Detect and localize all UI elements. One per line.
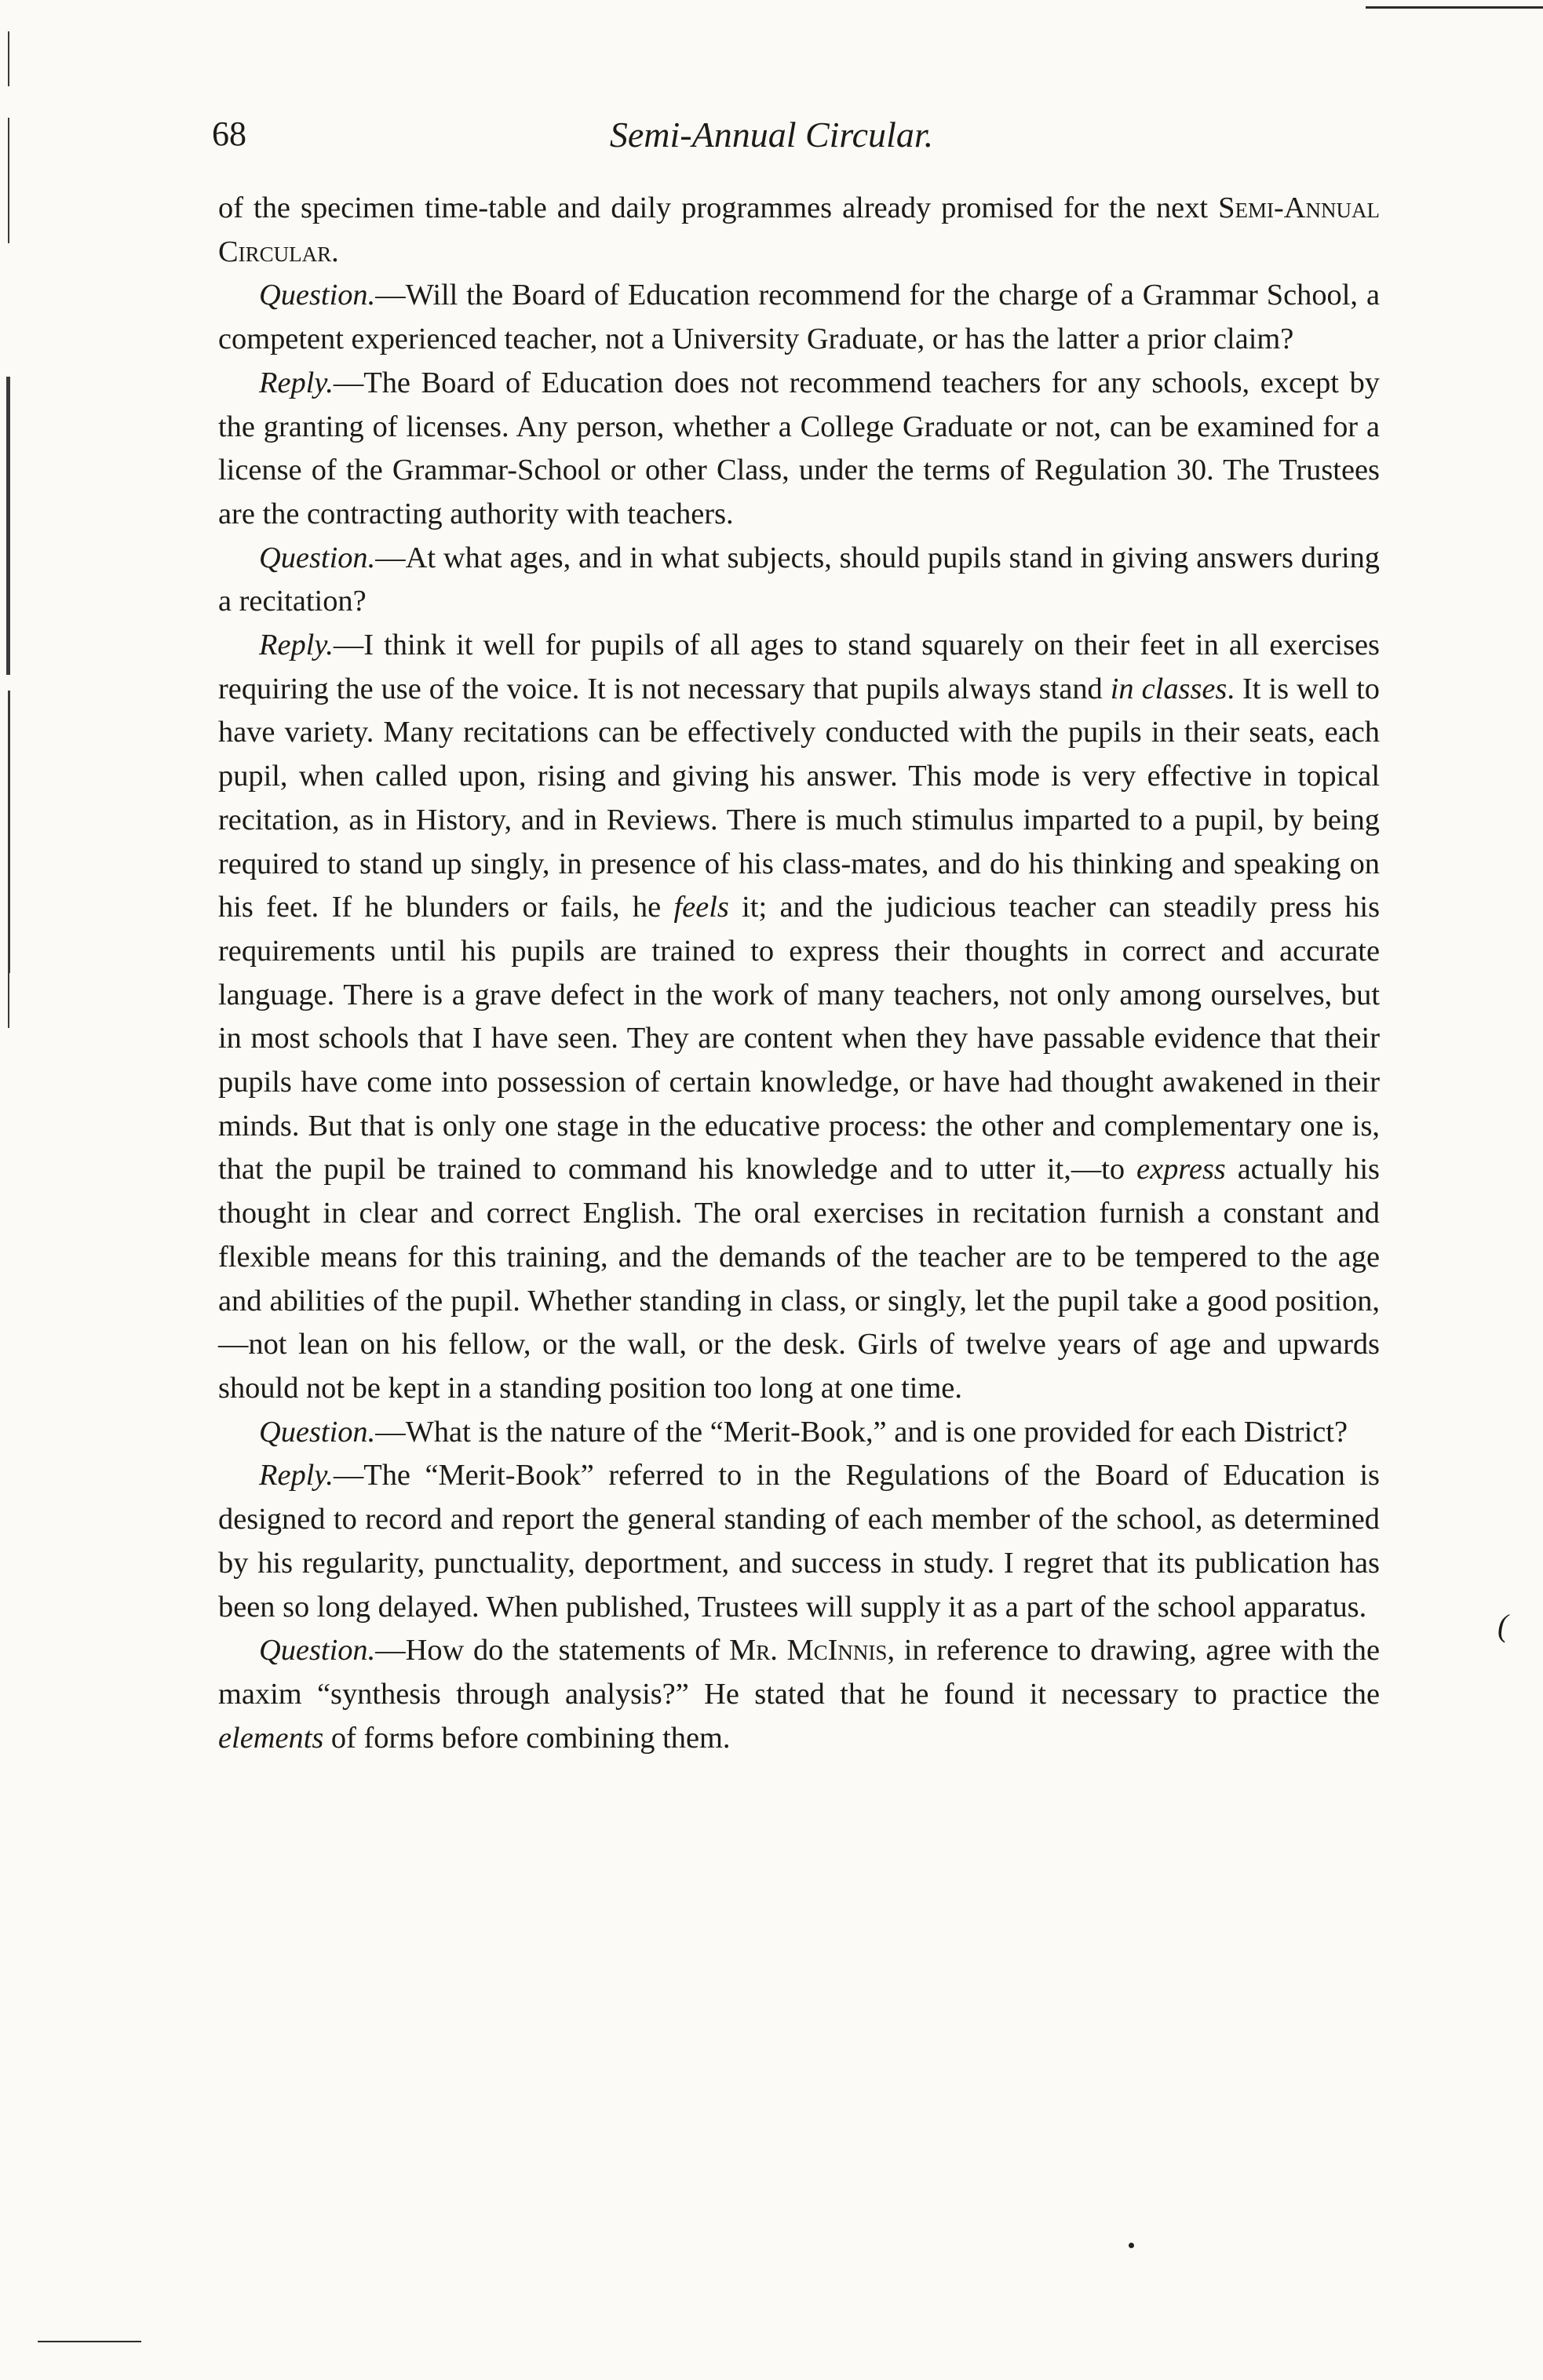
margin-mark: ( xyxy=(1497,1608,1508,1643)
text-segment: of the specimen time-table and daily programmes already promised for the next xyxy=(218,191,1219,224)
entry-label: Question. xyxy=(259,279,376,312)
scan-edge-mark xyxy=(6,377,10,675)
entry-label: Reply. xyxy=(259,366,334,399)
text-segment: . It is well to have variety. Many recitations can be effectively conducted with the pupils in their seats, each pupil, when called upon, rising and giving his answer. This mode is very effective in topical recitation, as in History, and in Reviews. There is much stimulus imparted to a pupil, by being required to stand up singly, in presence of his class-mates, and do his thinking and speaking on his feet. If he blunders or fails, he xyxy=(218,672,1380,924)
entry-label: Question. xyxy=(259,1634,376,1667)
paragraph-r3 xyxy=(218,1454,1380,1629)
emphasis-text: elements xyxy=(218,1721,324,1755)
scan-edge-mark xyxy=(8,691,10,973)
paragraph-r2 xyxy=(218,624,1380,1411)
text-segment: —What is the nature of the “Merit-Book,” and is one provided for each District? xyxy=(375,1415,1348,1449)
entry-label: Question. xyxy=(259,541,376,574)
paragraph-q1 xyxy=(218,274,1380,361)
text-segment: . xyxy=(331,235,339,268)
entry-label: Question. xyxy=(259,1415,376,1449)
paragraph-r1 xyxy=(218,362,1380,537)
paragraph-q2 xyxy=(218,537,1380,624)
text-segment: —Will the Board of Education recommend for the charge of a Grammar School, a competent experienced teacher, not a University Graduate, or has the latter a prior claim? xyxy=(218,279,1380,356)
stray-dot xyxy=(1129,2243,1134,2248)
body-text xyxy=(218,187,1380,1760)
paragraph-intro xyxy=(218,187,1380,274)
running-title: Semi-Annual Circular. xyxy=(609,115,934,155)
text-segment: —I think it well for pupils of all ages to stand squarely on their feet in all exercises requiring the use of the voice. It is not necessary that pupils always stand xyxy=(218,629,1380,705)
emphasis-text: in classes xyxy=(1110,672,1227,705)
paragraph-q3 xyxy=(218,1411,1380,1455)
scan-edge-mark xyxy=(8,31,9,86)
entry-label: Reply. xyxy=(259,1459,334,1493)
text-segment: —How do the statements of xyxy=(375,1634,730,1667)
text-segment: it; and the judicious teacher can steadily press his requirements until his pupils are trained to express their thoughts in correct and accurate language. There is a grave defect in the work of many teachers, not only among ourselves, but in most schools that I have seen. They are content when they have passable evidence that their pupils have come into possession of certain knowledge, or have had thought awakened in their minds. But that is only one stage in the educative process: the other and complementary one is, that the pupil be trained to command his knowledge and to utter it,—to xyxy=(218,891,1381,1186)
text-segment: , in reference to drawing, agree with the maxim “synthesis through analysis?” He stated that he found it necessary to practice the xyxy=(218,1634,1380,1711)
top-edge-rule xyxy=(1366,6,1543,9)
small-caps-text: Semi-Annual Circular xyxy=(218,191,1380,268)
scan-edge-mark xyxy=(8,973,9,1028)
text-segment: of forms before combining them. xyxy=(323,1721,731,1755)
bottom-edge-rule xyxy=(38,2341,141,2342)
text-segment: actually his thought in clear and correct English. The oral exercises in recitation furnish a constant and flexible means for this training, and the demands of the teacher are to be tempered to the age and abilities of the pupil. Whether standing in class, or singly, let the pupil take a good position,—not lean on his fellow, or the wall, or the desk. Girls of twelve years of age and upwards should not be kept in a standing position too long at one time. xyxy=(218,1153,1380,1405)
small-caps-text: Mr. McInnis xyxy=(729,1634,888,1667)
emphasis-text: express xyxy=(1136,1153,1226,1186)
page-number: 68 xyxy=(212,115,246,153)
paragraph-q4 xyxy=(218,1629,1380,1760)
text-segment: —The Board of Education does not recommend teachers for any schools, except by the granting of licenses. Any person, whether a College Graduate or not, can be examined for a license of the Grammar-School or other Class, under the terms of Regulation 30. The Trustees are the contracting authority with teachers. xyxy=(218,366,1380,530)
text-segment: —The “Merit-Book” referred to in the Regulations of the Board of Education is designed to record and report the general standing of each member of the school, as determined by his regularity, punctuality, deportment, and success in study. I regret that its publication has been so long delayed. When published, Trustees will supply it as a part of the school apparatus. xyxy=(218,1459,1380,1624)
text-segment: —At what ages, and in what subjects, should pupils stand in giving answers during a recitation? xyxy=(218,541,1380,618)
emphasis-text: feels xyxy=(673,891,729,924)
entry-label: Reply. xyxy=(259,629,334,662)
